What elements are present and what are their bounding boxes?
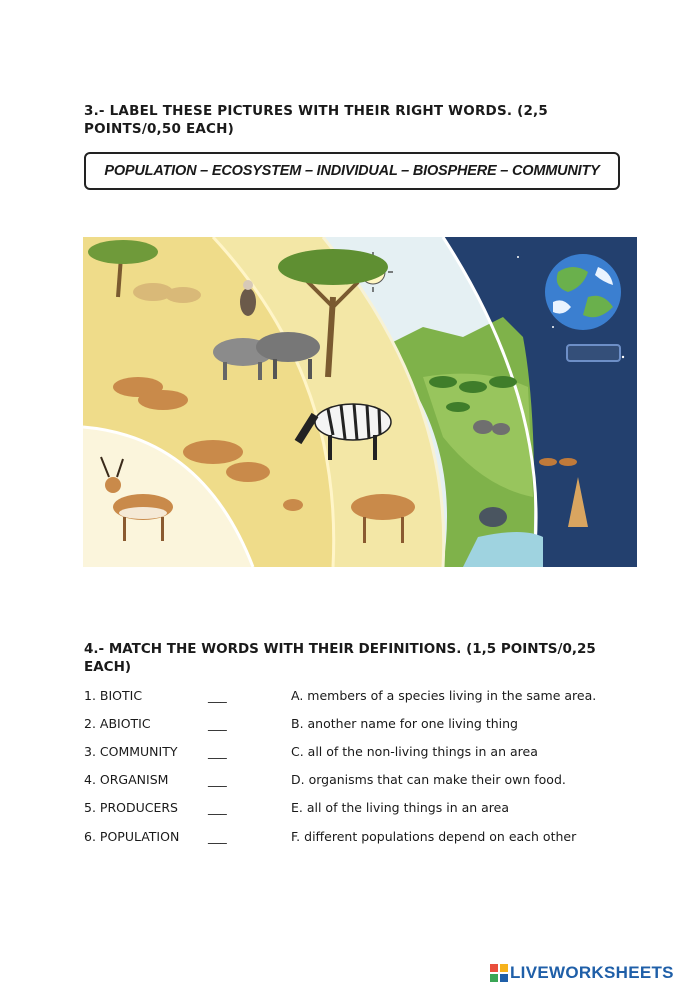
ecology-levels-illustration (83, 237, 637, 567)
term-label: 5. PRODUCERS (84, 800, 178, 815)
answer-blank[interactable]: ___ (208, 688, 227, 703)
answer-blank[interactable]: ___ (208, 800, 227, 815)
guinea-fowl-icon (479, 507, 507, 527)
answer-blank[interactable]: ___ (208, 829, 227, 844)
term-label: 2. ABIOTIC (84, 716, 151, 731)
term-label: 3. COMMUNITY (84, 744, 178, 759)
term-label: 6. POPULATION (84, 829, 180, 844)
word-bank-text: POPULATION – ECOSYSTEM – INDIVIDUAL – BIOSPHERE – COMMUNITY (104, 163, 600, 179)
definition-label: C. all of the non-living things in an area (291, 744, 538, 759)
definition-label: D. organisms that can make their own food. (291, 772, 566, 787)
question-4-title: 4.- MATCH THE WORDS WITH THEIR DEFINITIONS. (1,5 POINTS/0,25 EACH) (84, 641, 596, 675)
word-bank-box (84, 152, 620, 190)
match-row (84, 772, 644, 790)
definition-label: E. all of the living things in an area (291, 800, 510, 815)
match-row (84, 688, 644, 706)
match-row (84, 800, 644, 818)
savanna-scene (83, 237, 637, 567)
definition-label: A. members of a species living in the same area. (291, 688, 597, 703)
match-row (84, 716, 644, 734)
term-label: 1. BIOTIC (84, 688, 143, 703)
question-3-title: 3.- LABEL THESE PICTURES WITH THEIR RIGHT WORDS. (2,5 POINTS/0,50 EACH) (84, 103, 548, 137)
term-label: 4. ORGANISM (84, 772, 169, 787)
brand-label: LIVEWORKSHEETS (510, 963, 674, 982)
definition-label: F. different populations depend on each other (291, 829, 577, 844)
match-row (84, 829, 644, 847)
match-row (84, 744, 644, 762)
answer-blank[interactable]: ___ (208, 716, 227, 731)
liveworksheets-logo-icon (490, 964, 508, 982)
answer-input-box[interactable] (566, 344, 621, 362)
answer-blank[interactable]: ___ (208, 772, 227, 787)
answer-blank[interactable]: ___ (208, 744, 227, 759)
definition-label: B. another name for one living thing (291, 716, 518, 731)
liveworksheets-footer (490, 962, 674, 984)
earth-icon (545, 254, 621, 330)
